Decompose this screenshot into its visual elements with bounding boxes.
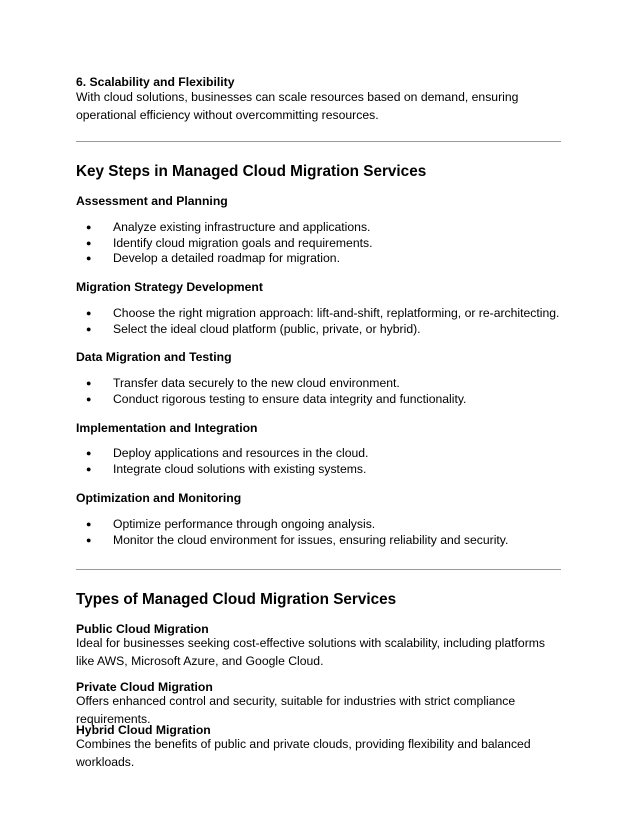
list-item: ● Monitor the cloud environment for issues, ensuring reliability and security.: [76, 533, 566, 549]
list-item: ● Conduct rigorous testing to ensure data integrity and functionality.: [76, 392, 566, 408]
types-title: Types of Managed Cloud Migration Services: [76, 591, 397, 608]
list-item: ● Analyze existing infrastructure and applications.: [76, 220, 566, 236]
list-item: ● Select the ideal cloud platform (public, private, or hybrid).: [76, 322, 566, 338]
scalability-body: With cloud solutions, businesses can scale resources based on demand, ensuring operational efficiency without overcommitting resources.: [76, 90, 519, 122]
type-heading: Private Cloud Migration: [76, 680, 213, 694]
step-heading: Optimization and Monitoring: [76, 491, 242, 505]
scalability-heading: 6. Scalability and Flexibility: [76, 75, 235, 89]
list-item: ● Choose the right migration approach: lift-and-shift, replatforming, or re-architecting.: [76, 306, 566, 322]
step-heading: Implementation and Integration: [76, 421, 258, 435]
section-divider: [76, 141, 561, 142]
type-heading: Hybrid Cloud Migration: [76, 723, 211, 737]
list-item: ● Optimize performance through ongoing analysis.: [76, 517, 566, 533]
type-body: Offers enhanced control and security, suitable for industries with strict compliance requirements.: [76, 694, 516, 726]
section-divider: [76, 569, 561, 570]
list-item: ● Develop a detailed roadmap for migration.: [76, 251, 566, 267]
step-heading: Migration Strategy Development: [76, 280, 263, 294]
key-steps-title: Key Steps in Managed Cloud Migration Services: [76, 163, 427, 180]
list-item: ● Identify cloud migration goals and requirements.: [76, 236, 566, 252]
step-list: [76, 376, 566, 407]
list-item: ● Deploy applications and resources in the cloud.: [76, 446, 566, 462]
step-list: [76, 306, 566, 337]
step-list: [76, 446, 566, 477]
step-heading: Assessment and Planning: [76, 194, 228, 208]
type-body: Ideal for businesses seeking cost-effective solutions with scalability, including platforms like AWS, Microsoft Azure, and Google Cloud.: [76, 636, 545, 668]
type-body: Combines the benefits of public and private clouds, providing flexibility and balanced workloads.: [76, 737, 531, 769]
step-list: [76, 220, 566, 267]
list-item: ● Transfer data securely to the new cloud environment.: [76, 376, 566, 392]
list-item: ● Integrate cloud solutions with existing systems.: [76, 462, 566, 478]
step-list: [76, 517, 566, 548]
type-heading: Public Cloud Migration: [76, 622, 209, 636]
step-heading: Data Migration and Testing: [76, 350, 232, 364]
